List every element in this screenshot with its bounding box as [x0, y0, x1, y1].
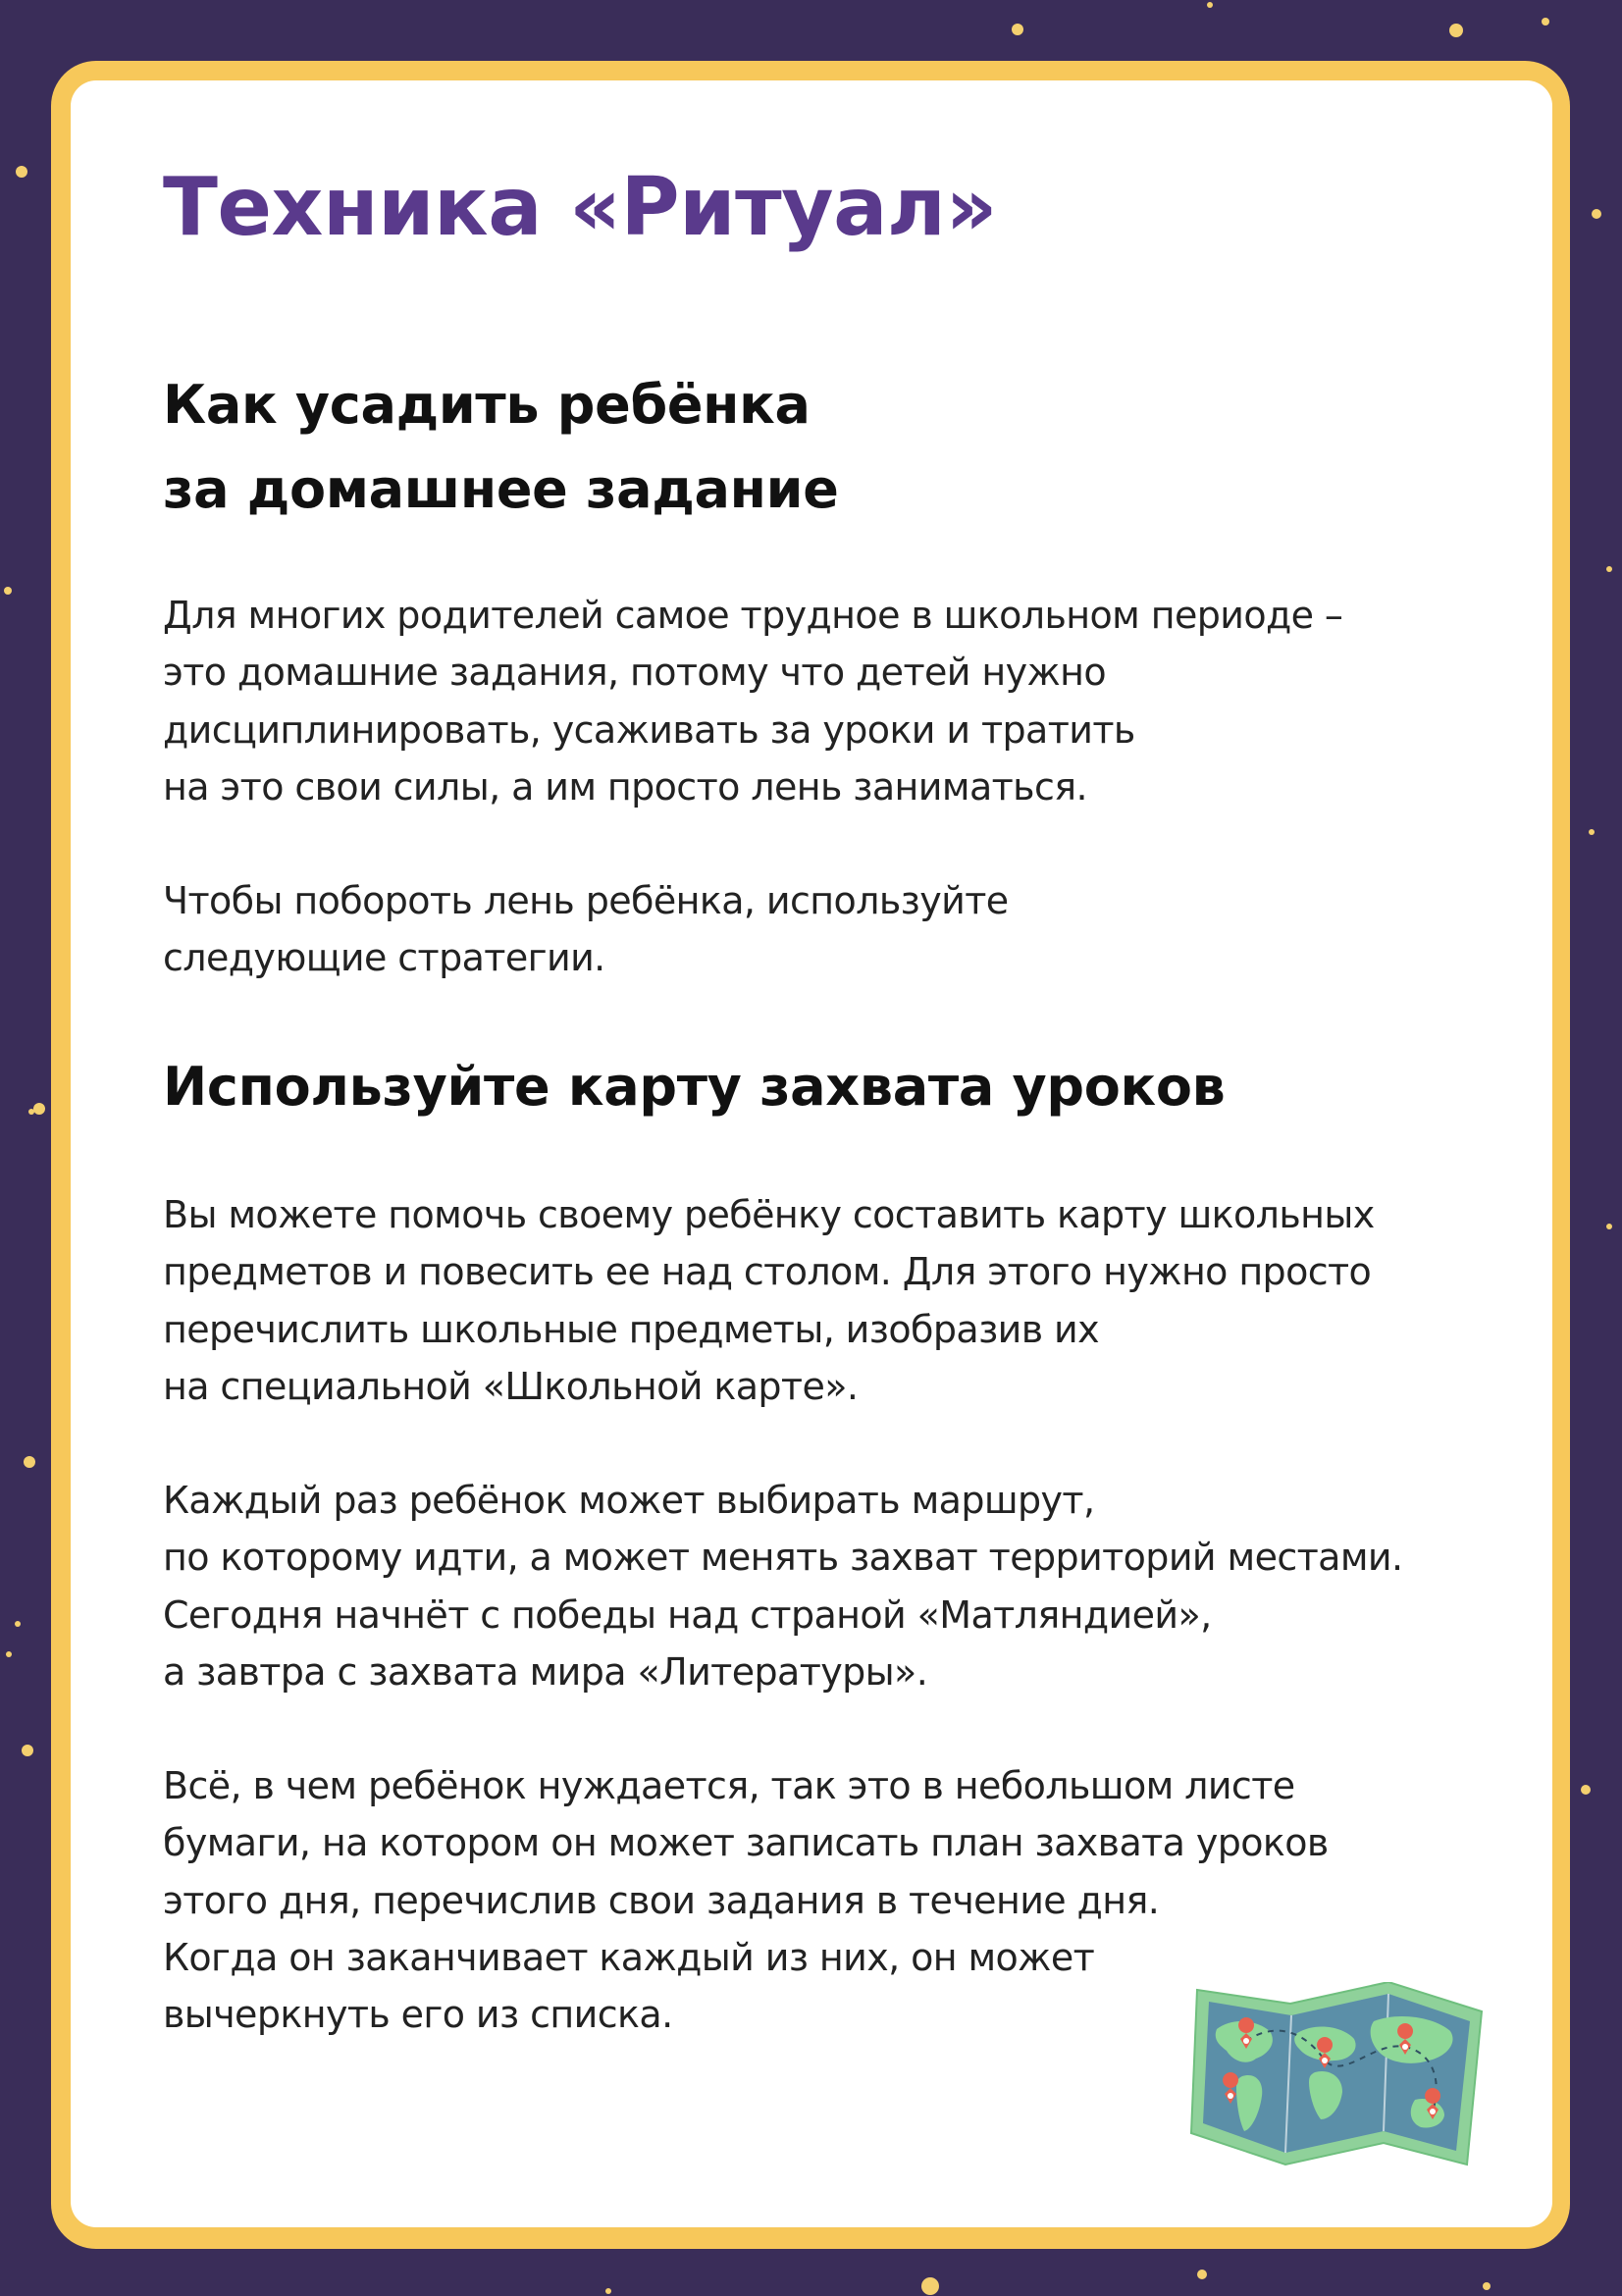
text-line: Вы можете помочь своему ребёнку составить карту школьных: [163, 1193, 1375, 1236]
page-title: Техника «Ритуал»: [163, 161, 997, 254]
section-paragraph: [163, 1186, 1375, 1415]
text-line: Всё, в чем ребёнок нуждается, так это в небольшом листе: [163, 1764, 1295, 1807]
section-heading: Используйте карту захвата уроков: [163, 1056, 1226, 1118]
text-line: предметов и повесить ее над столом. Для этого нужно просто: [163, 1250, 1372, 1294]
text-line: по которому идти, а может менять захват территорий местами.: [163, 1536, 1403, 1580]
text-line: на это свои силы, а им просто лень заниматься.: [163, 764, 1087, 809]
text-line: бумаги, на котором он может записать план захвата уроков: [163, 1821, 1329, 1865]
text-line: Каждый раз ребёнок может выбирать маршрут,: [163, 1479, 1095, 1522]
subtitle-line: Как усадить ребёнка: [163, 374, 811, 436]
text-line: следующие стратегии.: [163, 936, 605, 980]
text-line: перечислить школьные предметы, изобразив их: [163, 1307, 1100, 1351]
text-line: Сегодня начнёт с победы над страной «Матляндией»,: [163, 1592, 1212, 1637]
subtitle-line: за домашнее задание: [163, 458, 839, 520]
text-line: на специальной «Школьной карте».: [163, 1364, 859, 1408]
text-line: дисциплинировать, усаживать за уроки и тратить: [163, 707, 1135, 752]
world-map-icon: [1187, 1982, 1491, 2168]
text-line: а завтра с захвата мира «Литературы».: [163, 1649, 928, 1694]
text-line: этого дня, перечислив свои задания в течение дня.: [163, 1878, 1160, 1922]
intro-paragraph: [163, 587, 1342, 815]
text-line: Для многих родителей самое трудное в школьном периоде –: [163, 594, 1343, 637]
text-line: это домашние задания, потому что детей нужно: [163, 651, 1107, 695]
text-line: Когда он заканчивает каждый из них, он может: [163, 1935, 1095, 1979]
section-paragraph: [163, 1472, 1403, 1700]
section-paragraph: [163, 1757, 1329, 2043]
intro-paragraph: [163, 872, 1009, 987]
subtitle: [163, 363, 839, 532]
text-line: вычеркнуть его из списка.: [163, 1993, 673, 2037]
text-line: Чтобы побороть лень ребёнка, используйте: [163, 879, 1009, 922]
